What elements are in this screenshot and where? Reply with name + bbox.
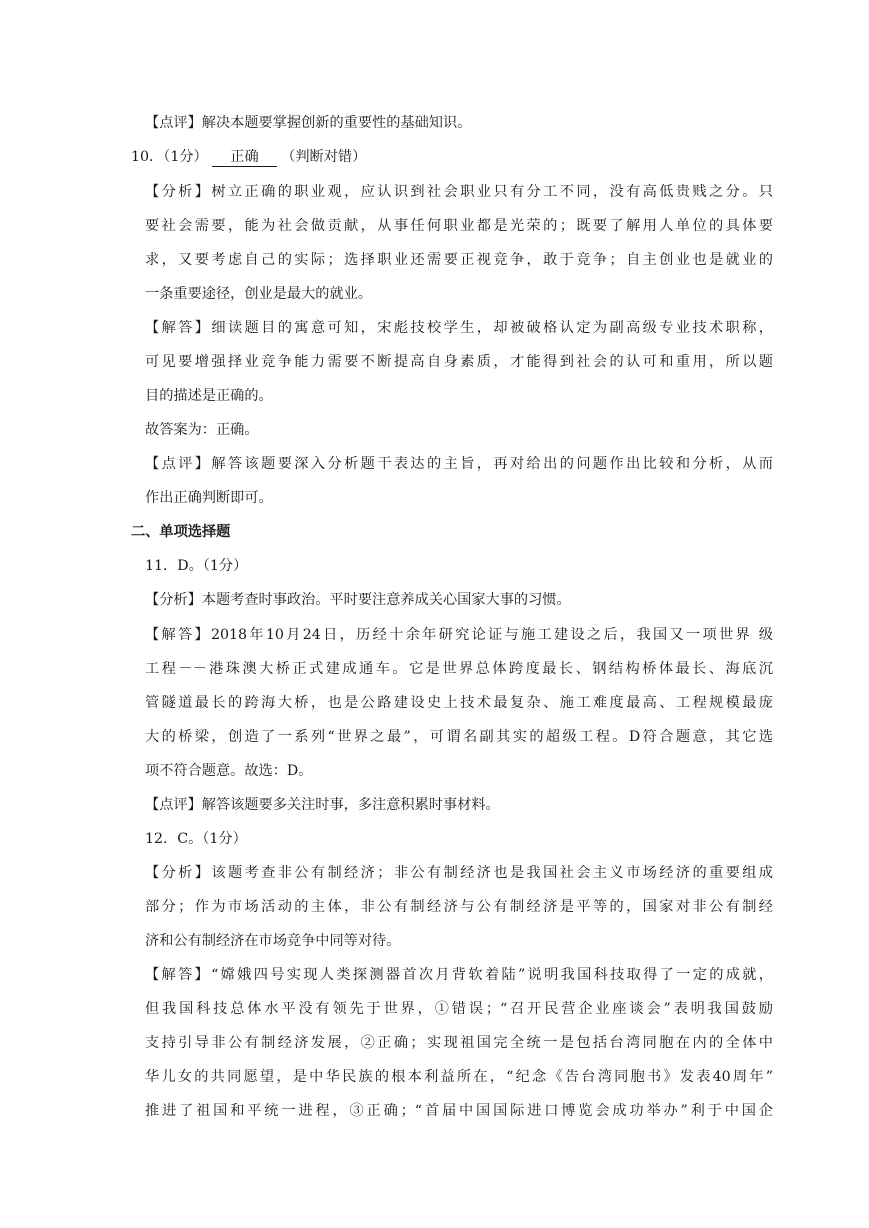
question-10: [131, 147, 773, 167]
solution-q12-line1: 【解答】“嫦娥四号实现人类探测器首次月背软着陆”说明我国科技取得了一定的成就，: [145, 967, 773, 983]
solution-q10-line3: 目的描述是正确的。: [145, 388, 273, 404]
question-12: 12．C。（1分）: [145, 831, 247, 847]
analysis-q10-line1: 【分析】树立正确的职业观，应认识到社会职业只有分工不同，没有高低贵贱之分。只: [145, 184, 773, 200]
solution-q10-line2: 可见要增强择业竞争能力需要不断提高自身素质，才能得到社会的认可和重用，所以题: [145, 354, 773, 370]
section-heading-single-choice: 二、单项选择题: [131, 524, 231, 540]
analysis-q12-line3: 济和公有制经济在市场竞争中同等对待。: [145, 933, 401, 949]
question-10-prefix: 10．（1分）: [131, 149, 208, 165]
solution-q11-line5: 项不符合题意。故选：D。: [145, 763, 313, 779]
comment-q11: 【点评】解答该题要多关注时事，多注意积累时事材料。: [145, 797, 500, 813]
analysis-q12-line1: 【分析】该题考查非公有制经济；非公有制经济也是我国社会主义市场经济的重要组成: [145, 865, 773, 881]
solution-q11-line1: 【解答】2018年10月24日，历经十余年研究论证与施工建设之后，我国又一项世界 级: [145, 627, 773, 643]
solution-q12-line4: 华儿女的共同愿望，是中华民族的根本利益所在，“纪念《告台湾同胞书》发表40周年”: [145, 1069, 773, 1085]
question-10-answer: 正确: [212, 149, 276, 167]
solution-q10-line1: 【解答】细读题目的寓意可知，宋彪技校学生，却被破格认定为副高级专业技术职称，: [145, 320, 773, 336]
solution-q11-line3: 管隧道最长的跨海大桥，也是公路建设史上技术最复杂、施工难度最高、工程规模最庞: [145, 695, 773, 711]
question-10-suffix: （判断对错）: [281, 149, 367, 165]
analysis-q10-line3: 求，又要考虑自己的实际；选择职业还需要正视竞争，敢于竞争；自主创业也是就业的: [145, 252, 773, 268]
analysis-q12-line2: 部分；作为市场活动的主体，非公有制经济与公有制经济是平等的，国家对非公有制经: [145, 899, 773, 915]
analysis-q10-line2: 要社会需要，能为社会做贡献，从事任何职业都是光荣的；既要了解用人单位的具体要: [145, 218, 773, 234]
question-11: 11．D。（1分）: [145, 558, 248, 574]
comment-q10-line2: 作出正确判断即可。: [145, 490, 273, 506]
analysis-q11: 【分析】本题考查时事政治。平时要注意养成关心国家大事的习惯。: [145, 592, 571, 608]
solution-q12-line3: 支持引导非公有制经济发展，②正确；实现祖国完全统一是包括台湾同胞在内的全体中: [145, 1035, 773, 1051]
solution-q12-line2: 但我国科技总体水平没有领先于世界，①错误；“召开民营企业座谈会”表明我国鼓励: [145, 1001, 773, 1017]
comment-q9: 【点评】解决本题要掌握创新的重要性的基础知识。: [145, 115, 472, 131]
solution-q12-line5: 推进了祖国和平统一进程，③正确；“首届中国国际进口博览会成功举办”利于中国企: [145, 1103, 773, 1119]
comment-q10-line1: 【点评】解答该题要深入分析题干表达的主旨，再对给出的问题作出比较和分析，从而: [145, 456, 773, 472]
answer-q10: 故答案为：正确。: [145, 422, 259, 438]
solution-q11-line4: 大的桥梁，创造了一系列“世界之最”，可谓名副其实的超级工程。D符合题意，其它选: [145, 729, 773, 745]
solution-q11-line2: 工程－－港珠澳大桥正式建成通车。它是世界总体跨度最长、钢结构桥体最长、海底沉: [145, 661, 773, 677]
analysis-q10-line4: 一条重要途径，创业是最大的就业。: [145, 286, 373, 302]
